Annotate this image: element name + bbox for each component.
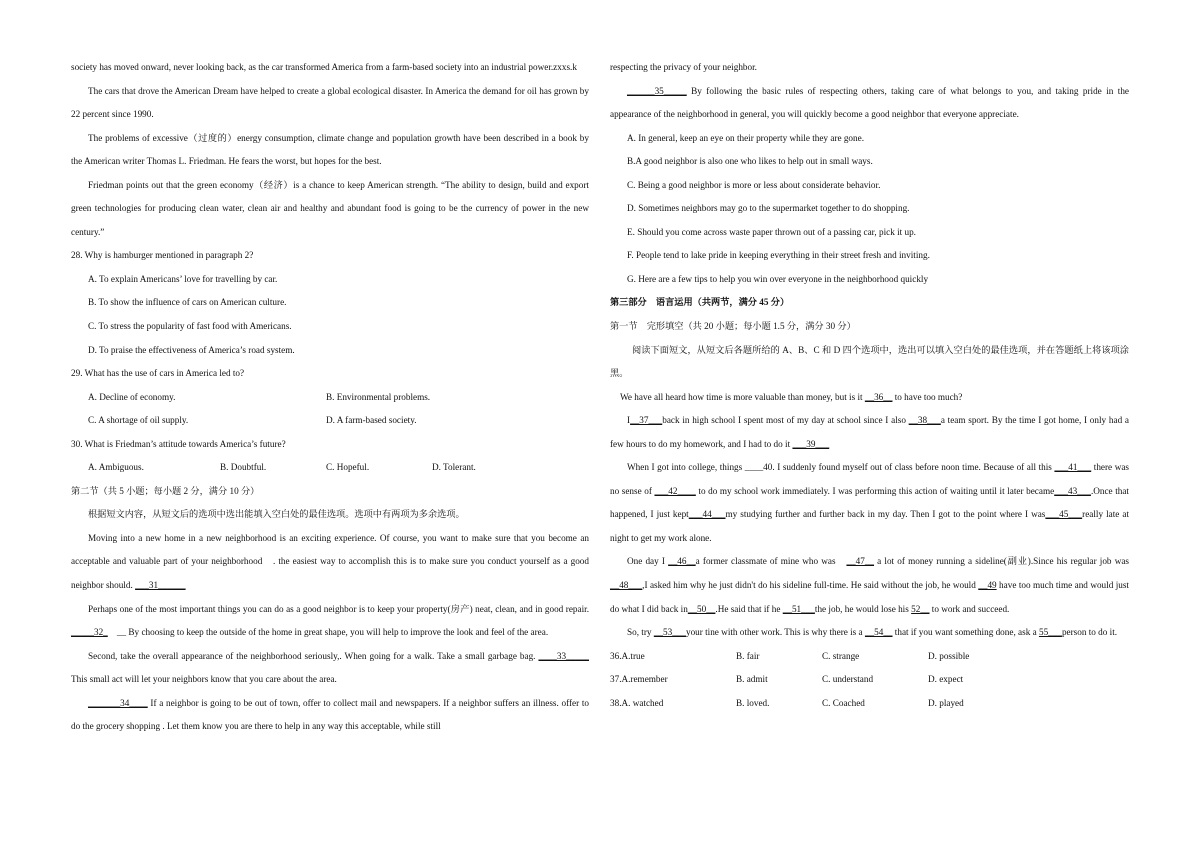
option-b: B. admit bbox=[736, 674, 768, 685]
text: a team sport. By the time I got home, I only had a few hours to do my homework, and I had to do it bbox=[610, 415, 1129, 449]
blank-34: _______34____ bbox=[88, 697, 148, 708]
section-instructions: 根据短文内容，从短文后的选项中选出能填入空白处的最佳选项。选项中有两项为多余选项。 bbox=[88, 509, 465, 520]
passage-paragraph bbox=[71, 527, 589, 598]
option-c: C. To stress the popularity of fast food with Americans. bbox=[88, 321, 292, 332]
blank-37: __37___ bbox=[630, 415, 663, 426]
option-d: D. Sometimes neighbors may go to the supermarket together to do shopping. bbox=[627, 203, 910, 214]
option-a: 36.A.true bbox=[610, 650, 645, 661]
text: the job, he would lose his bbox=[814, 603, 912, 614]
text: there was no sense of bbox=[610, 462, 1129, 496]
blank-52: 52__ bbox=[911, 603, 930, 614]
text: Second, take the overall appearance of the neighborhood seriously,. When going for a walk. Take a small garbage bag. bbox=[88, 650, 539, 661]
option-a: A. In general, keep an eye on their property while they are gone. bbox=[627, 132, 864, 143]
text: to have too much? bbox=[892, 391, 963, 402]
passage-paragraph: society has moved onward, never looking back, as the car transformed America from a farm-based society into an industrial power.zxxs.k bbox=[71, 62, 577, 72]
option-c: C. strange bbox=[822, 650, 860, 661]
option-c: C. understand bbox=[822, 674, 874, 685]
blank-48: __48___ bbox=[610, 580, 643, 591]
question-37-options bbox=[610, 668, 1129, 692]
option-d: D. expect bbox=[928, 674, 964, 685]
blank-31: ___31______ bbox=[135, 580, 186, 591]
option-f: F. People tend to lake pride in keeping everything in their street fresh and inviting. bbox=[627, 250, 930, 261]
options-row bbox=[71, 456, 589, 480]
blank-50: __50__ bbox=[687, 603, 716, 614]
option-b: B. loved. bbox=[736, 697, 770, 708]
cloze-paragraph bbox=[610, 386, 1129, 410]
text: back in high school I spent most of my day at school since I also bbox=[662, 415, 909, 426]
blank-41: ___41___ bbox=[1054, 462, 1092, 473]
text: So, try bbox=[627, 627, 654, 638]
option-a: 37.A.remember bbox=[610, 674, 668, 685]
text: Moving into a new home in a new neighborhood is an exciting experience. Of course, you want to make sure that you become an acceptable and valuable part of your neighborhood . the easiest way to accomplish this is to make sure you conduct yourself as a good neighbor should. bbox=[71, 532, 589, 591]
blank-38: __38___ bbox=[908, 415, 941, 426]
options-row bbox=[71, 409, 589, 433]
option-e: E. Should you come across waste paper thrown out of a passing car, pick it up. bbox=[627, 226, 916, 237]
question-29: 29. What has the use of cars in America led to? bbox=[71, 368, 245, 379]
option-b: B. Doubtful. bbox=[220, 462, 267, 473]
option-c: C. Being a good neighbor is more or less about considerate behavior. bbox=[627, 179, 881, 190]
text: to work and succeed. bbox=[929, 603, 1010, 614]
blank-55: 55___ bbox=[1038, 627, 1062, 638]
blank-43: ___43___ bbox=[1054, 485, 1091, 496]
option-a: 38.A. watched bbox=[610, 697, 664, 708]
option-g: G. Here are a few tips to help you win over everyone in the neighborhood quickly bbox=[627, 273, 929, 284]
text: person to do it. bbox=[1061, 627, 1118, 638]
section-title: 第一节 完形填空（共 20 小题；每小题 1.5 分，满分 30 分） bbox=[610, 321, 856, 332]
blank-46: __46__ bbox=[668, 556, 696, 567]
passage-paragraph: Friedman points out that the green economy（经济）is a chance to keep American strength. “The ability to design, build and export green technologies for producing clean water, clean air and healthy and abundant food is going to be the currency of power in the new century.” bbox=[71, 179, 589, 237]
passage-paragraph bbox=[71, 692, 589, 739]
text: really late at night to get my work alone. bbox=[610, 509, 1130, 543]
option-d: D. To praise the effectiveness of America’s road system. bbox=[88, 344, 295, 355]
option-b: B. Environmental problems. bbox=[326, 391, 431, 402]
text: a lot of money running a sideline(副业).Since his regular job was bbox=[874, 556, 1129, 567]
passage-paragraph: respecting the privacy of your neighbor. bbox=[610, 62, 757, 72]
passage-paragraph: The cars that drove the American Dream have helped to create a global ecological disaster. In America the demand for oil has grown by 22 percent since 1990. bbox=[71, 85, 589, 120]
question-38-options bbox=[610, 692, 1129, 716]
blank-44: ___44___ bbox=[688, 509, 726, 520]
blank-33: ____33_____ bbox=[538, 650, 589, 661]
text: your tine with other work. This is why there is a bbox=[685, 627, 865, 638]
text: .Once that happened, I just kept bbox=[610, 485, 1129, 520]
text: my studying further and further back in my day. Then I got to the point where I was bbox=[725, 509, 1046, 520]
text: .He said that if he bbox=[715, 603, 783, 614]
question-28: 28. Why is hamburger mentioned in paragraph 2? bbox=[71, 250, 254, 261]
text: __ By choosing to keep the outside of the home in great shape, you will help to improve the look and feel of the area. bbox=[107, 627, 549, 638]
option-c: C. Hopeful. bbox=[326, 462, 370, 473]
text: We have all heard how time is more valuable than money, but is it bbox=[620, 391, 865, 402]
part-title: 第三部分 语言运用（共两节，满分 45 分） bbox=[610, 297, 790, 308]
option-b: B.A good neighbor is also one who likes to help out in small ways. bbox=[627, 156, 873, 167]
option-d: D. possible bbox=[928, 650, 970, 661]
question-36-options bbox=[610, 645, 1129, 669]
blank-35: ______35_____ bbox=[627, 85, 687, 96]
option-d: D. A farm-based society. bbox=[326, 415, 417, 426]
passage-paragraph bbox=[610, 80, 1129, 127]
text: a former classmate of mine who was bbox=[695, 556, 847, 567]
blank-39: ___39___ bbox=[792, 438, 830, 449]
blank-53: __53___ bbox=[653, 627, 686, 638]
option-a: A. To explain Americans’ love for travelling by car. bbox=[88, 273, 278, 284]
text: One day I bbox=[627, 556, 669, 567]
cloze-paragraph bbox=[610, 550, 1129, 621]
passage-paragraph bbox=[71, 598, 589, 645]
text: to do my school work immediately. I was performing this action of waiting until it later became bbox=[695, 485, 1055, 496]
option-b: B. To show the influence of cars on American culture. bbox=[88, 297, 287, 308]
text: By following the basic rules of respecting others, taking care of what belongs to you, and taking pride in the appearance of the neighborhood in general, you will quickly become a good neighbor that everyone appreciate. bbox=[610, 85, 1129, 120]
blank-47: __47__ bbox=[846, 556, 875, 567]
passage-paragraph: The problems of excessive（过度的）energy consumption, climate change and population growth have been described in a book by the American writer Thomas L. Friedman. He fears the worst, but hopes for the best. bbox=[71, 132, 589, 167]
option-c: C. Coached bbox=[822, 697, 865, 708]
right-column bbox=[610, 56, 1129, 715]
text: ,I asked him why he just didn't do his sideline full-time. He said without the job, he would bbox=[642, 580, 979, 591]
option-d: D. played bbox=[928, 697, 964, 708]
text: I bbox=[627, 415, 631, 426]
cloze-paragraph bbox=[610, 456, 1129, 550]
cloze-paragraph bbox=[610, 621, 1129, 645]
option-a: A. Ambiguous. bbox=[88, 462, 144, 473]
blank-51: __51___ bbox=[782, 603, 815, 614]
text: that if you want something done, ask a bbox=[892, 627, 1039, 638]
section-instructions: 阅读下面短文，从短文后各题所给的 A、B、C 和 D 四个选项中，选出可以填入空白处的最佳选项，并在答题纸上将该项涂黑。 bbox=[610, 344, 1129, 379]
blank-49: __49 bbox=[978, 580, 997, 591]
blank-36: __36__ bbox=[864, 391, 893, 402]
text: If a neighbor is going to be out of town, offer to collect mail and newspapers. If a neighbor suffers an illness. offer to do the grocery shopping . Let them know you are there to help in any way this acceptable, while still bbox=[71, 697, 589, 732]
cloze-paragraph bbox=[610, 409, 1129, 456]
blank-45: ___45___ bbox=[1045, 509, 1083, 520]
blank-42: ___42____ bbox=[654, 485, 696, 496]
option-a: A. Decline of economy. bbox=[88, 391, 176, 402]
text: have too much time and would just do what I did back in bbox=[610, 580, 1129, 614]
text: This small act will let your neighbors know that you care about the area. bbox=[71, 674, 337, 685]
text: When I got into college, things ____40. I suddenly found myself out of class before noon time. Because of all this bbox=[627, 462, 1055, 473]
section-title: 第二节（共 5 小题；每小题 2 分，满分 10 分） bbox=[71, 485, 260, 496]
left-column bbox=[71, 56, 589, 739]
text: Perhaps one of the most important things you can do as a good neighbor is to keep your property(房产) neat, clean, and in good repair. bbox=[88, 603, 589, 614]
blank-32: _____32_ bbox=[71, 627, 108, 638]
option-d: D. Tolerant. bbox=[432, 462, 476, 473]
question-30: 30. What is Friedman’s attitude towards America’s future? bbox=[71, 438, 286, 449]
option-c: C. A shortage of oil supply. bbox=[88, 415, 189, 426]
blank-54: __54__ bbox=[864, 627, 893, 638]
passage-paragraph bbox=[71, 645, 589, 692]
options-row bbox=[71, 386, 589, 410]
option-b: B. fair bbox=[736, 650, 760, 661]
